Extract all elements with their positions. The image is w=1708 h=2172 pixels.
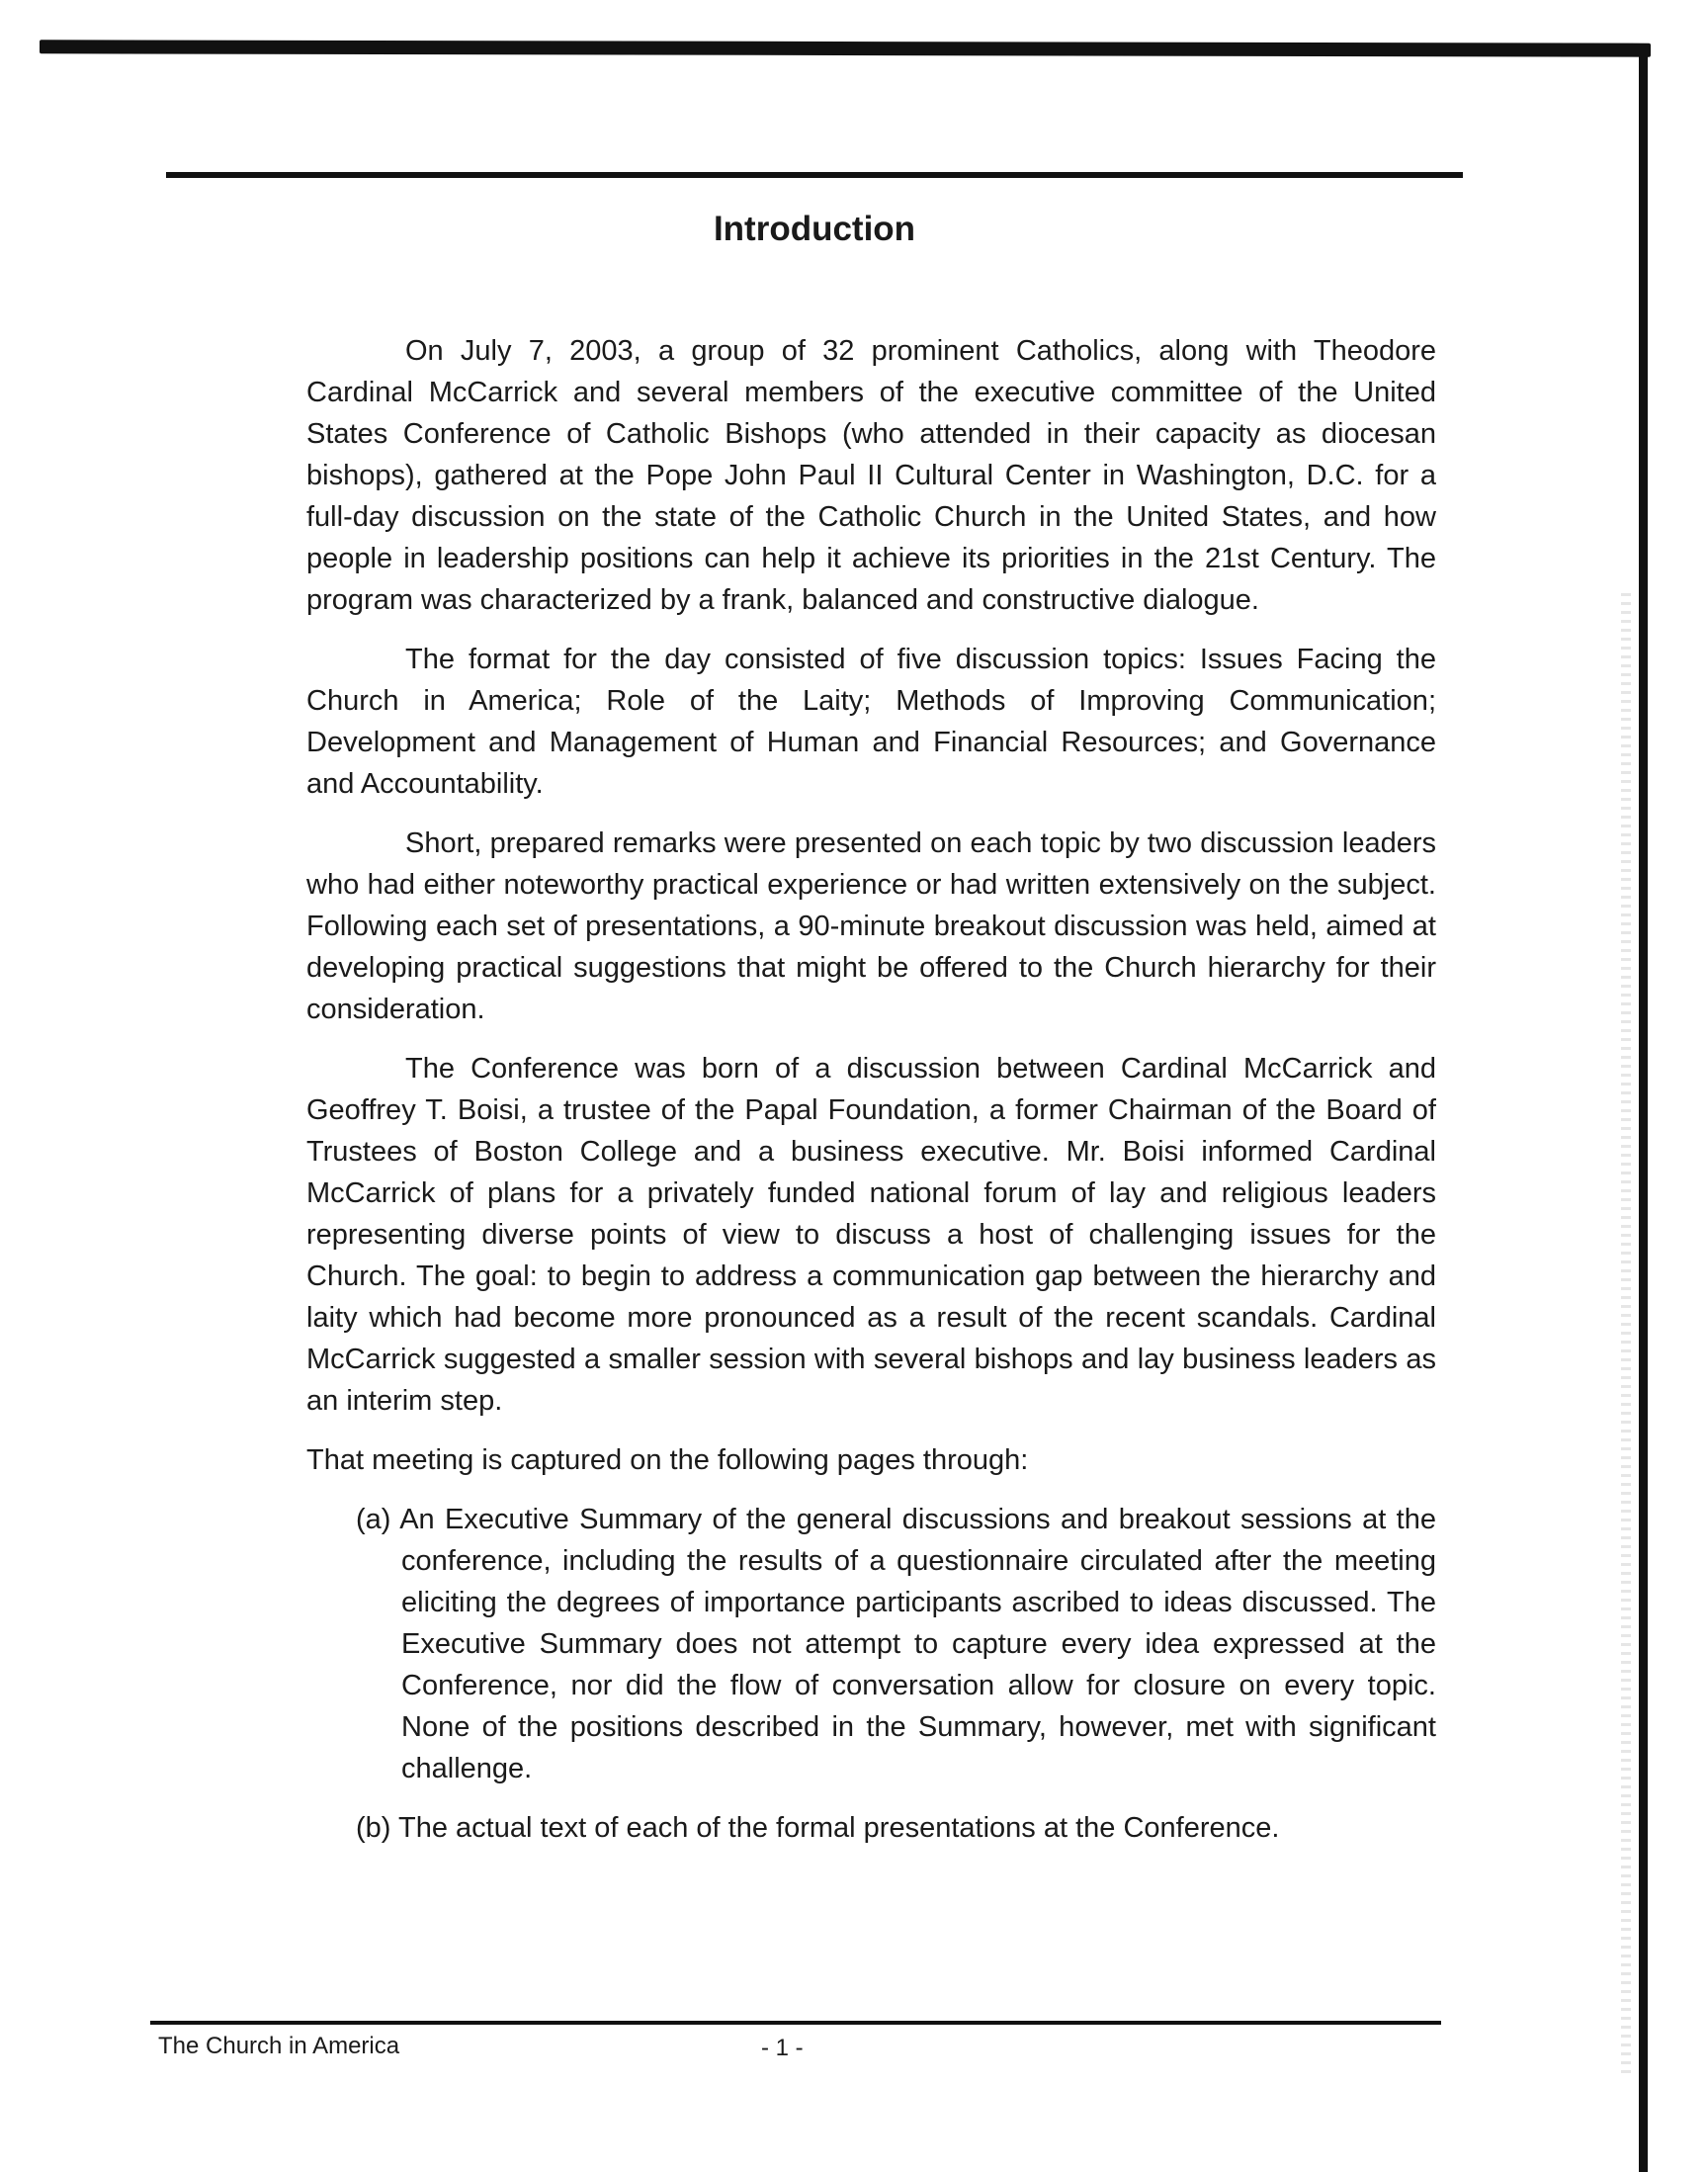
page-title: Introduction: [713, 210, 916, 248]
paragraph-3: Short, prepared remarks were presented on each topic by two discussion leaders who had either noteworthy practical experience or had written extensively on the subject. Following each set of presentations, a 90-minute breakout discussion was held, aimed at developing practical suggestions that might be offered to the Church hierarchy for their consideration.: [306, 827, 1436, 1025]
paragraph-4: The Conference was born of a discussion between Cardinal McCarrick and Geoffrey T. Boisi, a trustee of the Papal Foundation, a former Chairman of the Board of Trustees of Boston College and a business executive. Mr. Boisi informed Cardinal McCarrick of plans for a privately funded national forum of lay and religious leaders representing diverse points of view to discuss a host of challenging issues for the Church. The goal: to begin to address a communication gap between the hierarchy and laity which had become more pronounced as a result of the recent scandals. Cardinal McCarrick suggested a smaller session with several bishops and lay business leaders as an interim step.: [306, 1053, 1436, 1417]
paragraph-2: The format for the day consisted of five discussion topics: Issues Facing the Church in America; Role of the Laity; Methods of Improving Communication; Development and Management of Human and Financial Resources; and Governance and Accountability.: [306, 644, 1436, 800]
scan-edge-top: [40, 40, 1651, 56]
header-rule: [166, 172, 1463, 178]
page-number: - 1 -: [761, 2035, 804, 2061]
paragraph-1: On July 7, 2003, a group of 32 prominent Catholics, along with Theodore Cardinal McCarrick and several members of the executive committee of the United States Conference of Catholic Bishops (who attended in their capacity as diocesan bishops), gathered at the Pope John Paul II Cultural Center in Washington, D.C. for a full-day discussion on the state of the Catholic Church in the United States, and how people in leadership positions can help it achieve its priorities in the 21st Century. The program was characterized by a frank, balanced and constructive dialogue.: [306, 335, 1436, 616]
footer-title: The Church in America: [158, 2033, 400, 2059]
lead-in-text: That meeting is captured on the following pages through:: [306, 1444, 1029, 1476]
document-body: [306, 330, 1436, 1867]
scan-noise: [1621, 593, 1631, 2076]
footer-rule: [150, 2021, 1441, 2025]
list-item-b: (b) The actual text of each of the formal presentations at the Conference.: [356, 1812, 1280, 1844]
list-item-a: (a) An Executive Summary of the general discussions and breakout sessions at the conference, including the results of a questionnaire circulated after the meeting eliciting the degrees of importance participants ascribed to ideas discussed. The Executive Summary does not attempt to capture every idea expressed at the Conference, nor did the flow of conversation allow for closure on every topic. None of the positions described in the Summary, however, met with significant challenge.: [356, 1504, 1436, 1784]
scan-edge-right: [1639, 51, 1648, 2172]
